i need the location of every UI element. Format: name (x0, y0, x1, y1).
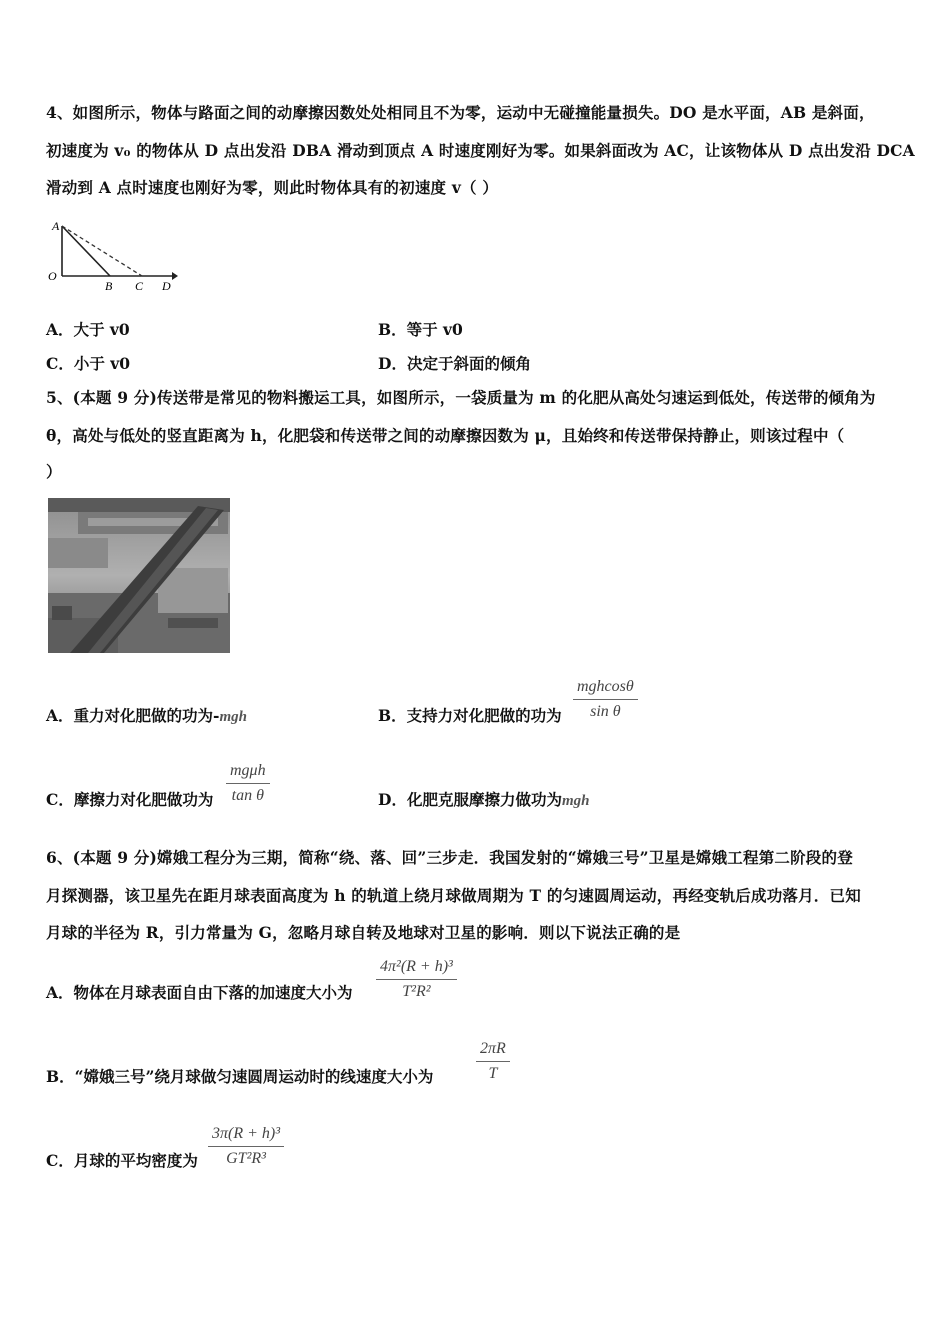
q5-option-b-numerator: mghcosθ (577, 678, 634, 695)
q6-option-c-fraction (208, 1125, 284, 1168)
q4-option-a: A．大于 v0 (46, 320, 130, 339)
q6-option-c-denominator: GT²R³ (226, 1150, 266, 1167)
q5-stem-line1: 5、(本题 9 分)传送带是常见的物料搬运工具，如图所示，一袋质量为 m 的化肥从高处匀速运到低处，传送带的倾角为 (46, 388, 876, 407)
q6-option-a-denominator: T²R² (402, 983, 431, 1000)
q6-option-b-numerator: 2πR (480, 1040, 506, 1057)
q6-option-a-text: A．物体在月球表面自由下落的加速度大小为 (46, 983, 353, 1002)
q6-option-b-fraction (476, 1040, 510, 1083)
q5-option-c-denominator: tan θ (231, 787, 264, 804)
q5-option-c-text: C．摩擦力对化肥做功为 (46, 790, 214, 809)
q5-option-b-denominator: sin θ (590, 703, 621, 720)
q4-stem-line2: 初速度为 v₀ 的物体从 D 点出发沿 DBA 滑动到顶点 A 时速度刚好为零。如果斜面改为 AC，让该物体从 D 点出发沿 DCA (46, 141, 915, 160)
q4-stem-line1: 4、如图所示，物体与路面之间的动摩擦因数处处相同且不为零，运动中无碰撞能量损失。DO 是水平面，AB 是斜面， (46, 103, 875, 122)
q5-option-a-label: A．重力对化肥做的功为- (46, 706, 220, 725)
q5-option-a-text (46, 706, 247, 727)
q5-option-a-math: mgh (219, 709, 247, 725)
q4-option-c: C．小于 v0 (46, 354, 131, 373)
figure-label-d: D (162, 279, 171, 293)
q5-option-b-text: B．支持力对化肥做的功为 (378, 706, 562, 725)
q6-option-c-numerator: 3π(R + h)³ (212, 1125, 281, 1142)
q6-option-a-numerator: 4π²(R + h)³ (380, 958, 453, 975)
q5-conveyor-photo (48, 498, 230, 653)
q5-option-d-math: mgh (561, 793, 590, 809)
q6-option-c-text: C．月球的平均密度为 (46, 1151, 198, 1170)
q5-option-d-label: D．化肥克服摩擦力做功为 (378, 790, 562, 809)
figure-label-a: A (52, 219, 60, 233)
q4-option-d: D．决定于斜面的倾角 (378, 354, 531, 373)
figure-label-b: B (105, 279, 113, 293)
q4-incline-figure (44, 216, 184, 294)
q6-stem-line1: 6、(本题 9 分)嫦娥工程分为三期，简称“绕、落、回”三步走．我国发射的“嫦娥三号”卫星是嫦娥工程第二阶段的登 (46, 848, 853, 867)
q5-option-c-fraction (226, 762, 270, 805)
q6-stem-line3: 月球的半径为 R，引力常量为 G，忽略月球自转及地球对卫星的影响．则以下说法正确的是 (46, 923, 681, 942)
q6-option-a-fraction (376, 958, 457, 1001)
q6-option-b-text: B．“嫦娥三号”绕月球做匀速圆周运动时的线速度大小为 (46, 1067, 434, 1086)
q5-stem-line2: θ，高处与低处的竖直距离为 h，化肥袋和传送带之间的动摩擦因数为 μ，且始终和传送带保持静止，则该过程中（ (46, 426, 845, 445)
figure-label-o: O (48, 269, 57, 283)
q4-stem-line3: 滑动到 A 点时速度也刚好为零，则此时物体具有的初速度 v（ ） (46, 178, 499, 197)
q6-option-b-denominator: T (488, 1065, 498, 1082)
q5-stem-line3: ） (46, 462, 62, 481)
figure-label-c: C (135, 279, 144, 293)
q6-stem-line2: 月探测器，该卫星先在距月球表面高度为 h 的轨道上绕月球做周期为 T 的匀速圆周运动，再经变轨后成功落月．已知 (46, 886, 861, 905)
q5-option-d-text (378, 790, 589, 811)
q4-option-b: B．等于 v0 (378, 320, 463, 339)
q5-option-b-fraction (573, 678, 638, 721)
q5-option-c-numerator: mgμh (230, 762, 266, 779)
